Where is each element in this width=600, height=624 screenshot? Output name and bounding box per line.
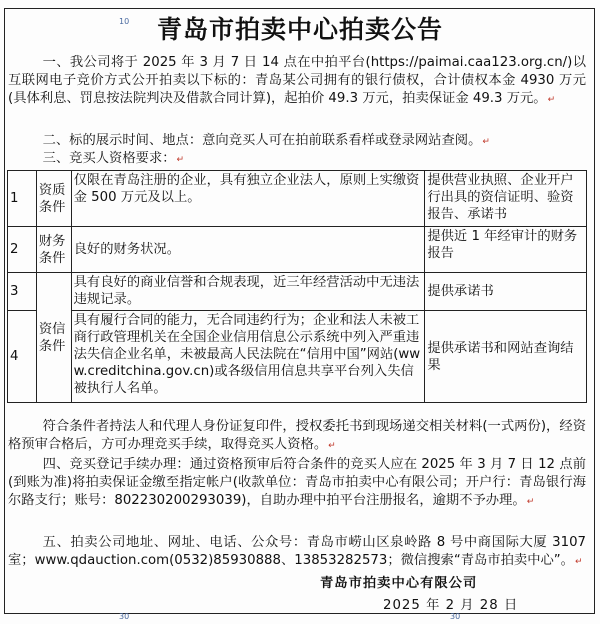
table-row [8, 227, 587, 273]
row-material: 提供承诺书 [425, 273, 587, 311]
table-row [8, 311, 587, 403]
row-number: 4 [8, 311, 37, 403]
column-mark-bottom-left: 30 [119, 612, 130, 621]
row-number: 3 [8, 273, 37, 311]
paragraph-contact: 五、拍卖公司地址、网址、电话、公众号：青岛市崂山区泉岭路 8 号中商国际大厦 3107 室；www.qdauction.com(0532)85930888、13853282573；微信搜索“青岛市拍卖中心”。↵ [8, 535, 586, 568]
row-category: 财务条件 [36, 227, 71, 273]
paragraph-auction-info: 一、我公司将于 2025 年 3 月 7 日 14 点在中拍平台(https://paimai.caa123.org.cn/)以互联网电子竞价方式公开拍卖以下标的：青岛某公司拥有的银行债权，合计债权本金 4930 万元(具体利息、罚息按法院判决及借款合同计算)，起拍价 49.3 万元，拍卖保证金 49.3 万元。↵ [8, 55, 586, 106]
paragraph-contact-text: 五、拍卖公司地址、网址、电话、公众号：青岛市崂山区泉岭路 8 号中商国际大厦 3107 室；www.qdauction.com(0532)85930888、13853282573；微信搜索“青岛市拍卖中心”。 [8, 535, 586, 568]
row-material: 提供近 1 年经审计的财务报告 [425, 227, 587, 273]
column-mark-top: 10 [119, 17, 130, 26]
row-requirement: 仅限在青岛注册的企业，具有独立企业法人，原则上实缴资金 500 万元及以上。 [71, 171, 425, 227]
row-number: 1 [8, 171, 37, 227]
paragraph-display-info-text: 二、标的展示时间、地点：意向竞买人可在拍前联系看样或登录网站查阅。 [42, 133, 482, 148]
table-row [8, 273, 587, 311]
row-requirement: 良好的财务状况。 [71, 227, 425, 273]
row-number: 2 [8, 227, 37, 273]
row-requirement: 具有良好的商业信誉和合规表现，近三年经营活动中无违法违规记录。 [71, 273, 425, 311]
row-category: 资质条件 [36, 171, 71, 227]
paragraph-qualification-heading-text: 三、竞买人资格要求： [42, 151, 176, 166]
row-category: 资信条件 [36, 273, 71, 403]
row-requirement: 具有履行合同的能力，无合同违约行为；企业和法人未被工商行政管理机关在全国企业信用信息公示系统中列入严重违法失信企业名单，未被最高人民法院在“信用中国”网站(www.creditchina.gov.cn)或各级信用信息共享平台列入失信被执行人名单。 [71, 311, 425, 403]
paragraph-submission-text: 符合条件者持法人和代理人身份证复印件，授权委托书到现场递交相关材料(一式两份)，经资格预审合格后，方可办理竞买手续，取得竞买人资格。 [8, 419, 586, 452]
row-material: 提供营业执照、企业开户行出具的资信证明、验资报告、承诺书 [425, 171, 587, 227]
paragraph-registration-text: 四、竞买登记手续办理：通过资格预审后符合条件的竞买人应在 2025 年 3 月 7 日 12 点前(到账为准)将拍卖保证金缴至指定帐户(收款单位：青岛市拍卖中心有限公司；开户行：青岛银行海尔路支行；账号：802230200293039)，自助办理中拍平台注册报名，逾期不予办理。 [8, 457, 586, 508]
paragraph-registration: 四、竞买登记手续办理：通过资格预审后符合条件的竞买人应在 2025 年 3 月 7 日 12 点前(到账为准)将拍卖保证金缴至指定帐户(收款单位：青岛市拍卖中心有限公司；开户行：青岛银行海尔路支行；账号：802230200293039)，自助办理中拍平台注册报名，逾期不予办理。↵ [8, 457, 586, 508]
paragraph-display-info: 二、标的展示时间、地点：意向竞买人可在拍前联系看样或登录网站查阅。↵ [42, 133, 490, 148]
paragraph-submission: 符合条件者持法人和代理人身份证复印件，授权委托书到现场递交相关材料(一式两份)，经资格预审合格后，方可办理竞买手续，取得竞买人资格。↵ [8, 419, 586, 452]
signature-date: 2025 年 2 月 28 日 [383, 598, 519, 613]
column-mark-bottom-right: 30 [450, 612, 461, 621]
paragraph-auction-info-text: 一、我公司将于 2025 年 3 月 7 日 14 点在中拍平台(https://paimai.caa123.org.cn/)以互联网电子竞价方式公开拍卖以下标的：青岛某公司拥有的银行债权，合计债权本金 4930 万元(具体利息、罚息按法院判决及借款合同计算)，起拍价 49.3 万元，拍卖保证金 49.3 万元。 [8, 55, 586, 106]
signature-company: 青岛市拍卖中心有限公司 [320, 576, 478, 591]
table-row [8, 171, 587, 227]
paragraph-qualification-heading: 三、竞买人资格要求：↵ [42, 151, 185, 166]
row-material: 提供承诺书和网站查询结果 [425, 311, 587, 403]
notice-title: 青岛市拍卖中心拍卖公告 [156, 15, 443, 44]
qualification-table [7, 170, 587, 403]
